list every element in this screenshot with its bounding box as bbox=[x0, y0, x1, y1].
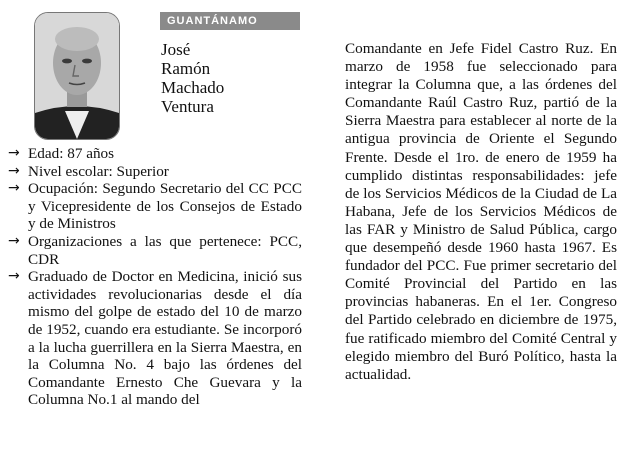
detail-education bbox=[6, 163, 302, 181]
profile-details bbox=[6, 145, 302, 409]
province-banner: GUANTÁNAMO bbox=[160, 12, 300, 30]
detail-text: Ocupación: Segundo Secretario del CC PCC y Vicepresidente de los Consejos de Estado y de Ministros bbox=[28, 180, 302, 233]
detail-text: Nivel escolar: Superior bbox=[28, 162, 169, 180]
detail-text: Graduado de Doctor en Medicina, inició sus actividades revolucionarias desde el día mismo del golpe de estado del 10 de marzo de 1952, cuando era estudiante. Se incorporó a la lucha guerrillera en la Sierra Maestra, en la Columna No. 4 bajo las órdenes del Comandante Ernesto Che Guevara y la Columna No.1 al mando del bbox=[28, 268, 302, 409]
detail-age bbox=[6, 145, 302, 163]
arrow-right-icon: → bbox=[8, 232, 20, 249]
detail-occupation bbox=[6, 180, 302, 233]
name-line: José bbox=[161, 40, 191, 59]
detail-text: Organizaciones a las que pertenece: PCC, CDR bbox=[28, 232, 302, 268]
detail-text: Edad: 87 años bbox=[28, 145, 115, 162]
arrow-right-icon: → bbox=[8, 180, 20, 197]
name-line: Ventura bbox=[161, 97, 214, 116]
arrow-right-icon: → bbox=[8, 145, 20, 161]
arrow-right-icon: → bbox=[8, 162, 20, 179]
detail-organizations bbox=[6, 233, 302, 268]
portrait-image bbox=[35, 13, 119, 139]
biography-continuation: Comandante en Jefe Fidel Castro Ruz. En marzo de 1958 fue seleccionado para integrar la Columna que, a las órdenes del Comandante Raúl Castro Ruz, partió de la Sierra Maestra para establecer al norte de la antigua provincia de Oriente el Segundo Frente. Desde el 1ro. de enero de 1959 ha cumplido distintas responsabilidades: jefe de los Servicios Médicos de la Ciudad de La Habana, Jefe de los Servicios Médicos de las FAR y Ministro de Salud Pública, cargo que desempeñó desde 1960 hasta 1967. Es fundador del PCC. Fue primer secretario del Comité Provincial del Partido en las provincias habaneras. En el 1er. Congreso del Partido celebrado en diciembre de 1975, fue ratificado miembro del Comité Central y elegido miembro del Buró Político, hasta la actualidad. bbox=[345, 40, 617, 383]
portrait-photo bbox=[34, 12, 120, 140]
name-line: Ramón bbox=[161, 59, 211, 78]
person-name bbox=[161, 40, 224, 116]
arrow-right-icon: → bbox=[8, 268, 20, 285]
detail-biography bbox=[6, 268, 302, 409]
name-line: Machado bbox=[161, 78, 225, 97]
